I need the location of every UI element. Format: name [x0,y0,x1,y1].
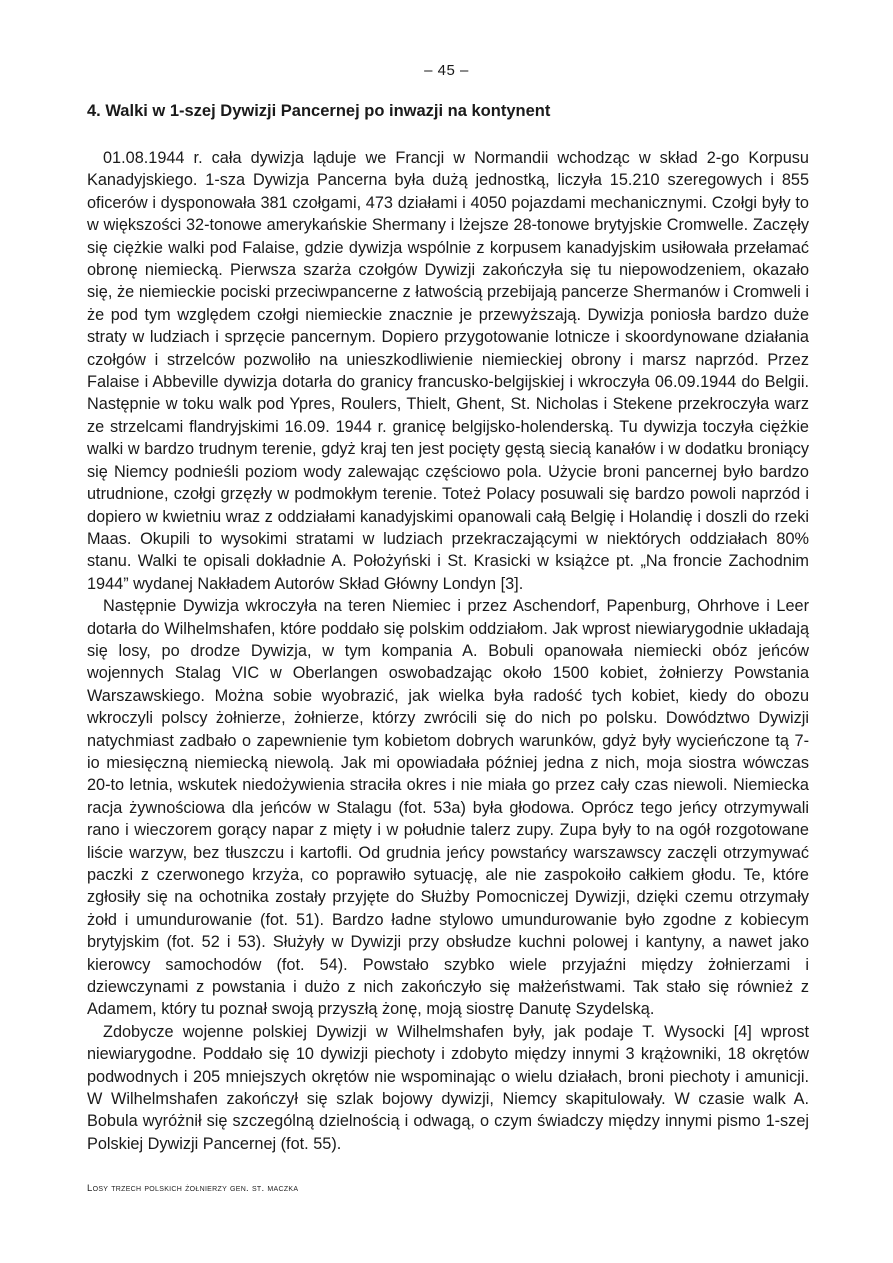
running-footer: Losy trzech polskich żołnierzy gen. st. maczka [87,1183,299,1194]
paragraph: Następnie Dywizja wkroczyła na teren Niemiec i przez Aschendorf, Papenburg, Ohrhove i Leer dotarła do Wilhelmshafen, które poddało się polskim oddziałom. Jak wprost niewiarygodnie układają się losy, po drodze Dywizja, w tym kompania A. Bobuli opanowała niemiecki obóz jeńców wojennych Stalag VIC w Oberlangen oswobadzając około 1500 kobiet, żołnierzy Powstania Warszawskiego. Można sobie wyobrazić, jak wielka była radość tych kobiet, kiedy do obozu wkroczyli polscy żołnierze, żołnierze, którzy zwrócili się do nich po polsku. Dowództwo Dywizji natychmiast zadbało o zapewnienie tym kobietom dobrych warunków, gdyż były wycieńczone tą 7-io miesięczną niemiecką niewolą. Jak mi opowiadała później jedna z nich, moja siostra wówczas 20-to letnia, wskutek niedożywienia straciła okres i nie miała go przez cały czas niewoli. Niemiecka racja żywnościowa dla jeńców w Stalagu (fot. 53a) była głodowa. Oprócz tego jeńcy otrzymywali rano i wieczorem gorący napar z mięty i w południe talerz zupy. Zupa były to na ogół rozgotowane liście warzyw, bez tłuszczu i kartofli. Od grudnia jeńcy powstańcy warszawscy zaczęli otrzymywać paczki z czerwonego krzyża, co poprawiło sytuację, ale nie zaspokoiło całkiem głodu. Te, które zgłosiły się na ochotnika zostały przyjęte do Służby Pomocniczej Dywizji, dzięki czemu otrzymały żołd i umundurowanie (fot. 51). Bardzo ładne stylowo umundurowanie było zgodne z kobiecym brytyjskim (fot. 52 i 53). Służyły w Dywizji przy obsłudze kuchni polowej i kantyny, a nawet jako kierowcy samochodów (fot. 54). Powstało szybko wiele przyjaźni między żołnierzami i dziewczynami z powstania i dużo z nich zakończyło się małżeństwami. Tak stało się również z Adamem, który tu poznał swoją przyszłą żonę, moją siostrę Danutę Szydelską. [87,597,809,1019]
paragraph: Zdobycze wojenne polskiej Dywizji w Wilhelmshafen były, jak podaje T. Wysocki [4] wprost niewiarygodne. Poddało się 10 dywizji piechoty i zdobyto między innymi 3 krążowniki, 18 okrętów podwodnych i 205 mniejszych okrętów nie wspominając o wielu działach, broni piechoty i amunicji. W Wilhelmshafen zakończył się szlak bojowy dywizji, Niemcy skapitulowały. W czasie walk A. Bobula wyróżnił się szczególną dzielnością i odwagą, o czym świadczy między innymi pismo 1-szej Polskiej Dywizji Pancernej (fot. 55). [87,1022,809,1153]
page-number: – 45 – [424,62,469,79]
section-heading: 4. Walki w 1-szej Dywizji Pancernej po inwazji na kontynent [87,102,551,120]
body-text [87,147,809,1155]
paragraph: 01.08.1944 r. cała dywizja ląduje we Francji w Normandii wchodząc w skład 2-go Korpusu Kanadyjskiego. 1-sza Dywizja Pancerna była dużą jednostką, liczyła 15.210 szeregowych i 855 oficerów i dysponowała 381 czołgami, 473 działami i 4050 pojazdami mechanicznymi. Czołgi były to w większości 32-tonowe amerykańskie Shermany i lżejsze 28-tonowe brytyjskie Cromwelle. Zaczęły się ciężkie walki pod Falaise, gdzie dywizja wspólnie z korpusem kanadyjskim usiłowała przełamać obronę niemiecką. Pierwsza szarża czołgów Dywizji zakończyła się tu niepowodzeniem, okazało się, że niemieckie pociski przeciwpancerne z łatwością przebijają pancerze Shermanów i Cromweli i że pod tym względem czołgi niemieckie znacznie je przewyższają. Dywizja poniosła bardzo duże straty w ludziach i sprzęcie pancernym. Dopiero przygotowanie lotnicze i skoordynowane działania czołgów i strzelców pozwoliło na unieszkodliwienie niemieckiej obrony i marsz naprzód. Przez Falaise i Abbeville dywizja dotarła do granicy francusko-belgijskiej i wkroczyła 06.09.1944 do Belgii. Następnie w toku walk pod Ypres, Roulers, Thielt, Ghent, St. Nicholas i Stekene przekroczyła warz ze strzelcami flandryjskimi 16.09. 1944 r. granicę belgijsko-holenderską. Tu dywizja toczyła ciężkie walki w bardzo trudnym terenie, gdyż kraj ten jest pocięty gęstą siecią kanałów i w dodatku broniący się Niemcy podnieśli poziom wody zalewając częściowo pola. Użycie broni pancernej było bardzo utrudnione, czołgi grzęzły w podmokłym terenie. Toteż Polacy posuwali się bardzo powoli naprzód i dopiero w kwietniu wraz z oddziałami kanadyjskimi opanowali całą Belgię i Holandię i doszli do rzeki Maas. Okupili to wysokimi stratami w ludziach przekraczającymi w niektórych oddziałach 80% stanu. Walki te opisali dokładnie A. Położyński i St. Krasicki w książce pt. „Na froncie Zachodnim 1944” wydanej Nakładem Autorów Skład Główny Londyn [3]. [87,149,809,593]
